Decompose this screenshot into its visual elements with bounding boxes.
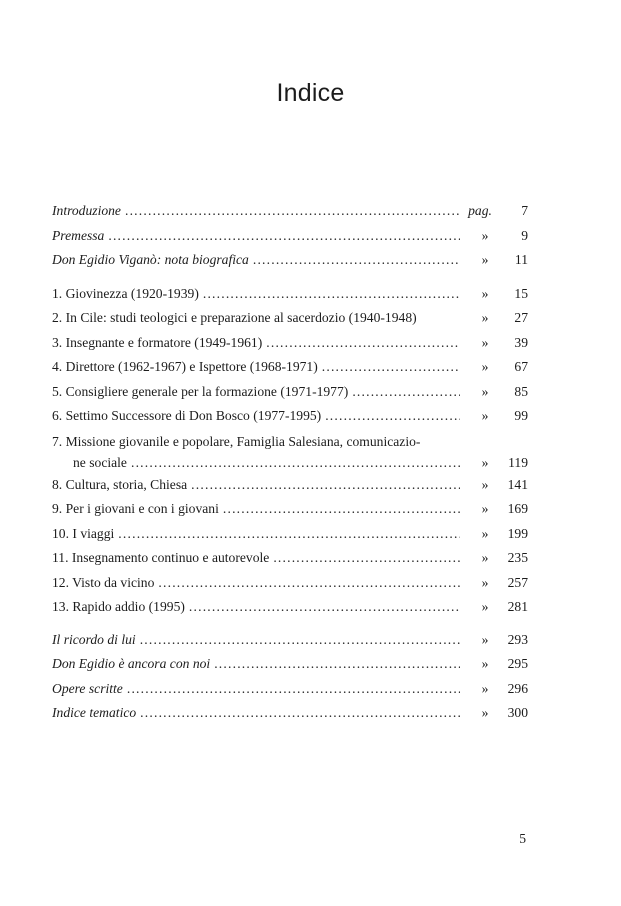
toc-entry-chapter-13[interactable] — [52, 595, 528, 620]
page-number: 293 — [507, 631, 528, 647]
toc-entry-title-line-2: ne sociale — [73, 454, 127, 470]
page-marker: » — [481, 476, 489, 492]
page-marker: » — [481, 359, 489, 374]
dot-leader — [269, 546, 460, 571]
page-marker: pag. — [468, 203, 492, 218]
dot-leader — [127, 452, 460, 473]
toc-entry-premessa[interactable] — [52, 224, 528, 249]
table-of-contents — [52, 199, 528, 726]
toc-entry-chapter-11[interactable] — [52, 546, 528, 571]
toc-entry-title: 8. Cultura, storia, Chiesa — [52, 476, 188, 492]
dot-leader — [348, 380, 460, 405]
toc-entry-title-line-1: 7. Missione giovanile e popolare, Famiglia Salesiana, comunicazio- — [52, 433, 421, 449]
page-marker: » — [481, 383, 489, 399]
dot-leader — [321, 404, 460, 429]
toc-entry-chapter-4[interactable] — [52, 355, 528, 380]
page-number: 169 — [507, 501, 528, 516]
page-marker: » — [481, 599, 489, 614]
dot-leader — [219, 497, 460, 522]
toc-entry-chapter-1[interactable] — [52, 282, 528, 307]
page-number: 85 — [514, 383, 528, 399]
toc-entry-title: 2. In Cile: studi teologici e preparazione al sacerdozio (1940-1948) — [52, 310, 417, 325]
dot-leader — [136, 628, 460, 653]
page-marker: » — [481, 631, 489, 647]
toc-entry-title: 1. Giovinezza (1920-1939) — [52, 285, 199, 301]
toc-entry-title: 6. Settimo Successore di Don Bosco (1977-1995) — [52, 408, 322, 423]
toc-entry-introduzione[interactable] — [52, 199, 528, 224]
toc-entry-title: 13. Rapido addio (1995) — [52, 599, 185, 614]
dot-leader — [185, 595, 460, 620]
page-marker: » — [481, 680, 489, 696]
page-title: Indice — [276, 78, 345, 107]
page-marker: » — [481, 285, 489, 301]
page-marker: » — [481, 574, 489, 590]
page-number: 295 — [507, 656, 528, 671]
dot-leader — [104, 224, 460, 249]
dot-leader — [154, 571, 460, 596]
page-marker: » — [481, 310, 489, 325]
dot-leader — [114, 522, 460, 547]
page-number: 99 — [514, 408, 528, 423]
toc-entry-title: Introduzione — [52, 203, 121, 218]
toc-entry-title: 3. Insegnante e formatore (1949-1961) — [52, 334, 263, 350]
toc-entry-chapter-9[interactable] — [52, 497, 528, 522]
page-marker: » — [481, 227, 489, 243]
toc-entry-title: Il ricordo di lui — [52, 631, 136, 647]
page-number: 7 — [521, 203, 528, 218]
page-number: 11 — [514, 252, 528, 267]
page-number: 15 — [514, 285, 528, 301]
toc-entry-chapter-2[interactable] — [52, 306, 528, 331]
dot-leader — [199, 282, 460, 307]
toc-entry-chapter-12[interactable] — [52, 571, 528, 596]
dot-leader — [249, 248, 460, 273]
toc-entry-title: 12. Visto da vicino — [52, 574, 155, 590]
page-marker: » — [481, 705, 489, 720]
page-number: 39 — [514, 334, 528, 350]
toc-entry-title: Indice tematico — [52, 705, 137, 720]
toc-entry-title: 4. Direttore (1962-1967) e Ispettore (1968-1971) — [52, 359, 318, 374]
page-number: 281 — [507, 599, 528, 614]
dot-leader — [187, 473, 460, 498]
toc-entry-opere-scritte[interactable] — [52, 677, 528, 702]
page-marker: » — [481, 550, 489, 565]
dot-leader — [210, 652, 460, 677]
dot-leader — [123, 677, 460, 702]
page-number: 67 — [514, 359, 528, 374]
dot-leader — [262, 331, 460, 356]
page-number: 119 — [508, 454, 528, 470]
toc-entry-title: Opere scritte — [52, 680, 123, 696]
page-marker: » — [481, 454, 489, 470]
page-number: 300 — [507, 705, 528, 720]
toc-entry-title: Don Egidio Viganò: nota biografica — [52, 252, 249, 267]
toc-entry-chapter-8[interactable] — [52, 473, 528, 498]
toc-entry-nota-biografica[interactable] — [52, 248, 528, 273]
page-marker: » — [481, 334, 489, 350]
toc-entry-chapter-3[interactable] — [52, 331, 528, 356]
page-marker: » — [481, 525, 489, 541]
page-marker: » — [481, 656, 489, 671]
page-marker: » — [481, 501, 489, 516]
toc-entry-title: 11. Insegnamento continuo e autorevole — [52, 550, 270, 565]
toc-entry-title: 9. Per i giovani e con i giovani — [52, 501, 219, 516]
page-marker: » — [481, 408, 489, 423]
toc-entry-title: 10. I viaggi — [52, 525, 115, 541]
page-number: 199 — [507, 525, 528, 541]
page-number: 141 — [507, 476, 528, 492]
toc-entry-title: Premessa — [52, 227, 105, 243]
toc-entry-chapter-7[interactable] — [52, 429, 528, 473]
page-number: 27 — [514, 310, 528, 325]
dot-leader — [318, 355, 460, 380]
page-number: 9 — [521, 227, 528, 243]
toc-entry-title: Don Egidio è ancora con noi — [52, 656, 211, 671]
dot-leader — [121, 199, 460, 224]
toc-entry-chapter-10[interactable] — [52, 522, 528, 547]
page-folio-number: 5 — [519, 831, 526, 846]
toc-entry-chapter-6[interactable] — [52, 404, 528, 429]
dot-leader — [136, 701, 460, 726]
toc-entry-indice-tematico[interactable] — [52, 701, 528, 726]
toc-entry-ancora-con-noi[interactable] — [52, 652, 528, 677]
toc-entry-il-ricordo-di-lui[interactable] — [52, 628, 528, 653]
page-number: 296 — [507, 680, 528, 696]
page-number: 235 — [507, 550, 528, 565]
page-number: 257 — [507, 574, 528, 590]
toc-entry-chapter-5[interactable] — [52, 380, 528, 405]
toc-entry-title: 5. Consigliere generale per la formazione (1971-1977) — [52, 383, 349, 399]
page-marker: » — [481, 252, 489, 267]
